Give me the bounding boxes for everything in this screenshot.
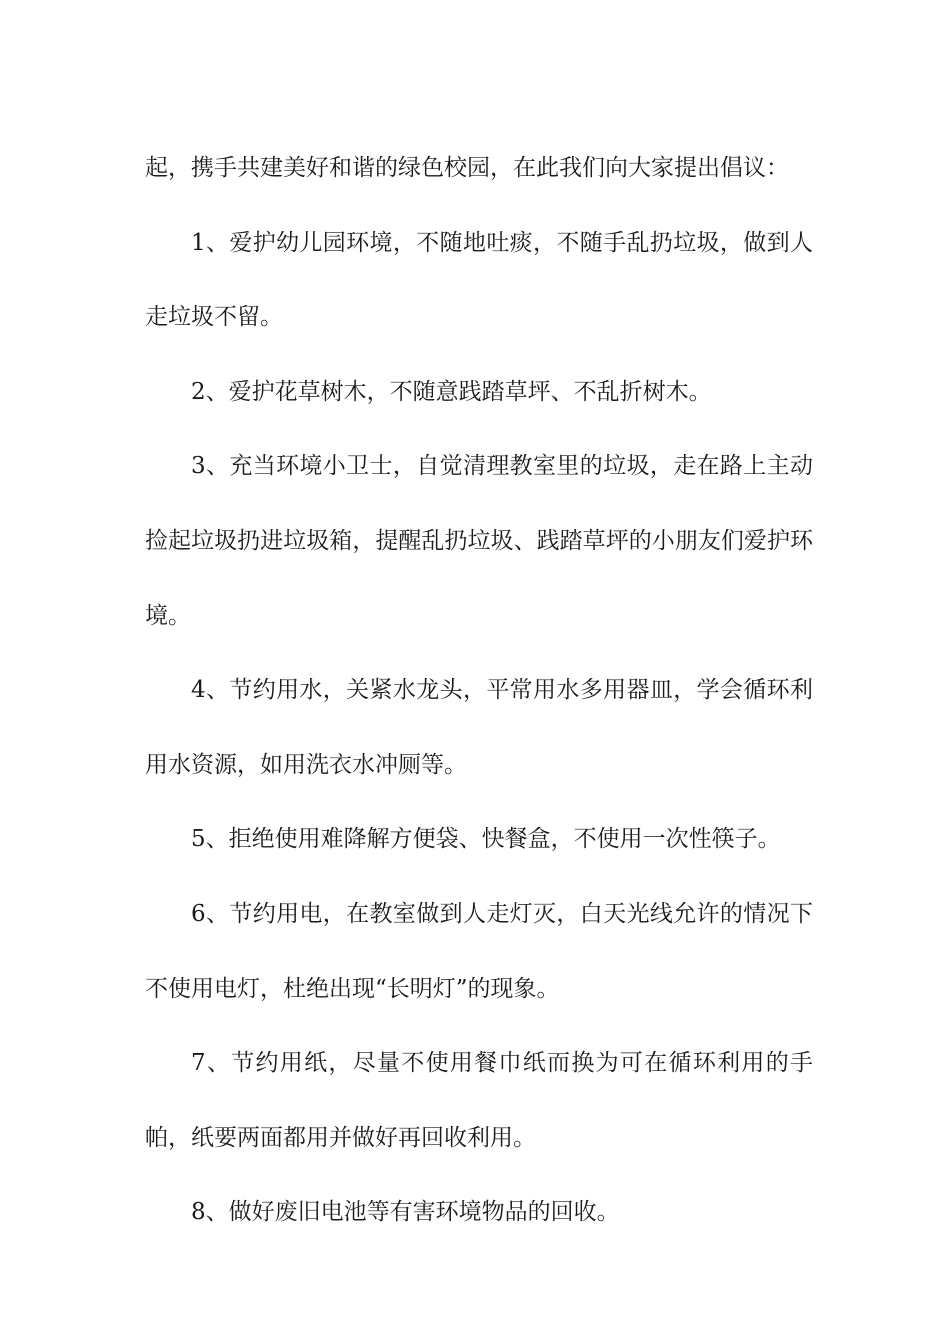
paragraph-item-5: 5、拒绝使用难降解方便袋、快餐盒，不使用一次性筷子。 [191,826,781,853]
paragraph-item-1: 1、爱护幼儿园环境，不随地吐痰，不随手乱扔垃圾，做到人走垃圾不留。 [145,229,813,331]
paragraph-intro-continuation: 起，携手共建美好和谐的绿色校园，在此我们向大家提出倡议： [145,155,789,181]
paragraph-item-7: 7、节约用纸，尽量不使用餐巾纸而换为可在循环利用的手帕，纸要两面都用并做好再回收利用。 [145,1050,813,1151]
document-body [145,131,813,1250]
paragraph-item-4: 4、节约用水，关紧水龙头，平常用水多用器皿，学会循环利用水资源，如用洗衣水冲厕等。 [145,677,813,778]
paragraph-item-8: 8、做好废旧电池等有害环境物品的回收。 [191,1199,620,1226]
paragraph-item-6: 6、节约用电，在教室做到人走灯灭，白天光线允许的情况下不使用电灯，杜绝出现“长明灯”的现象。 [145,900,813,1002]
paragraph-item-2: 2、爱护花草树木，不随意践踏草坪、不乱折树木。 [191,378,712,405]
paragraph-item-3: 3、充当环境小卫士，自觉清理教室里的垃圾，走在路上主动捡起垃圾扔进垃圾箱，提醒乱扔垃圾、践踏草坪的小朋友们爱护环境。 [145,453,813,629]
